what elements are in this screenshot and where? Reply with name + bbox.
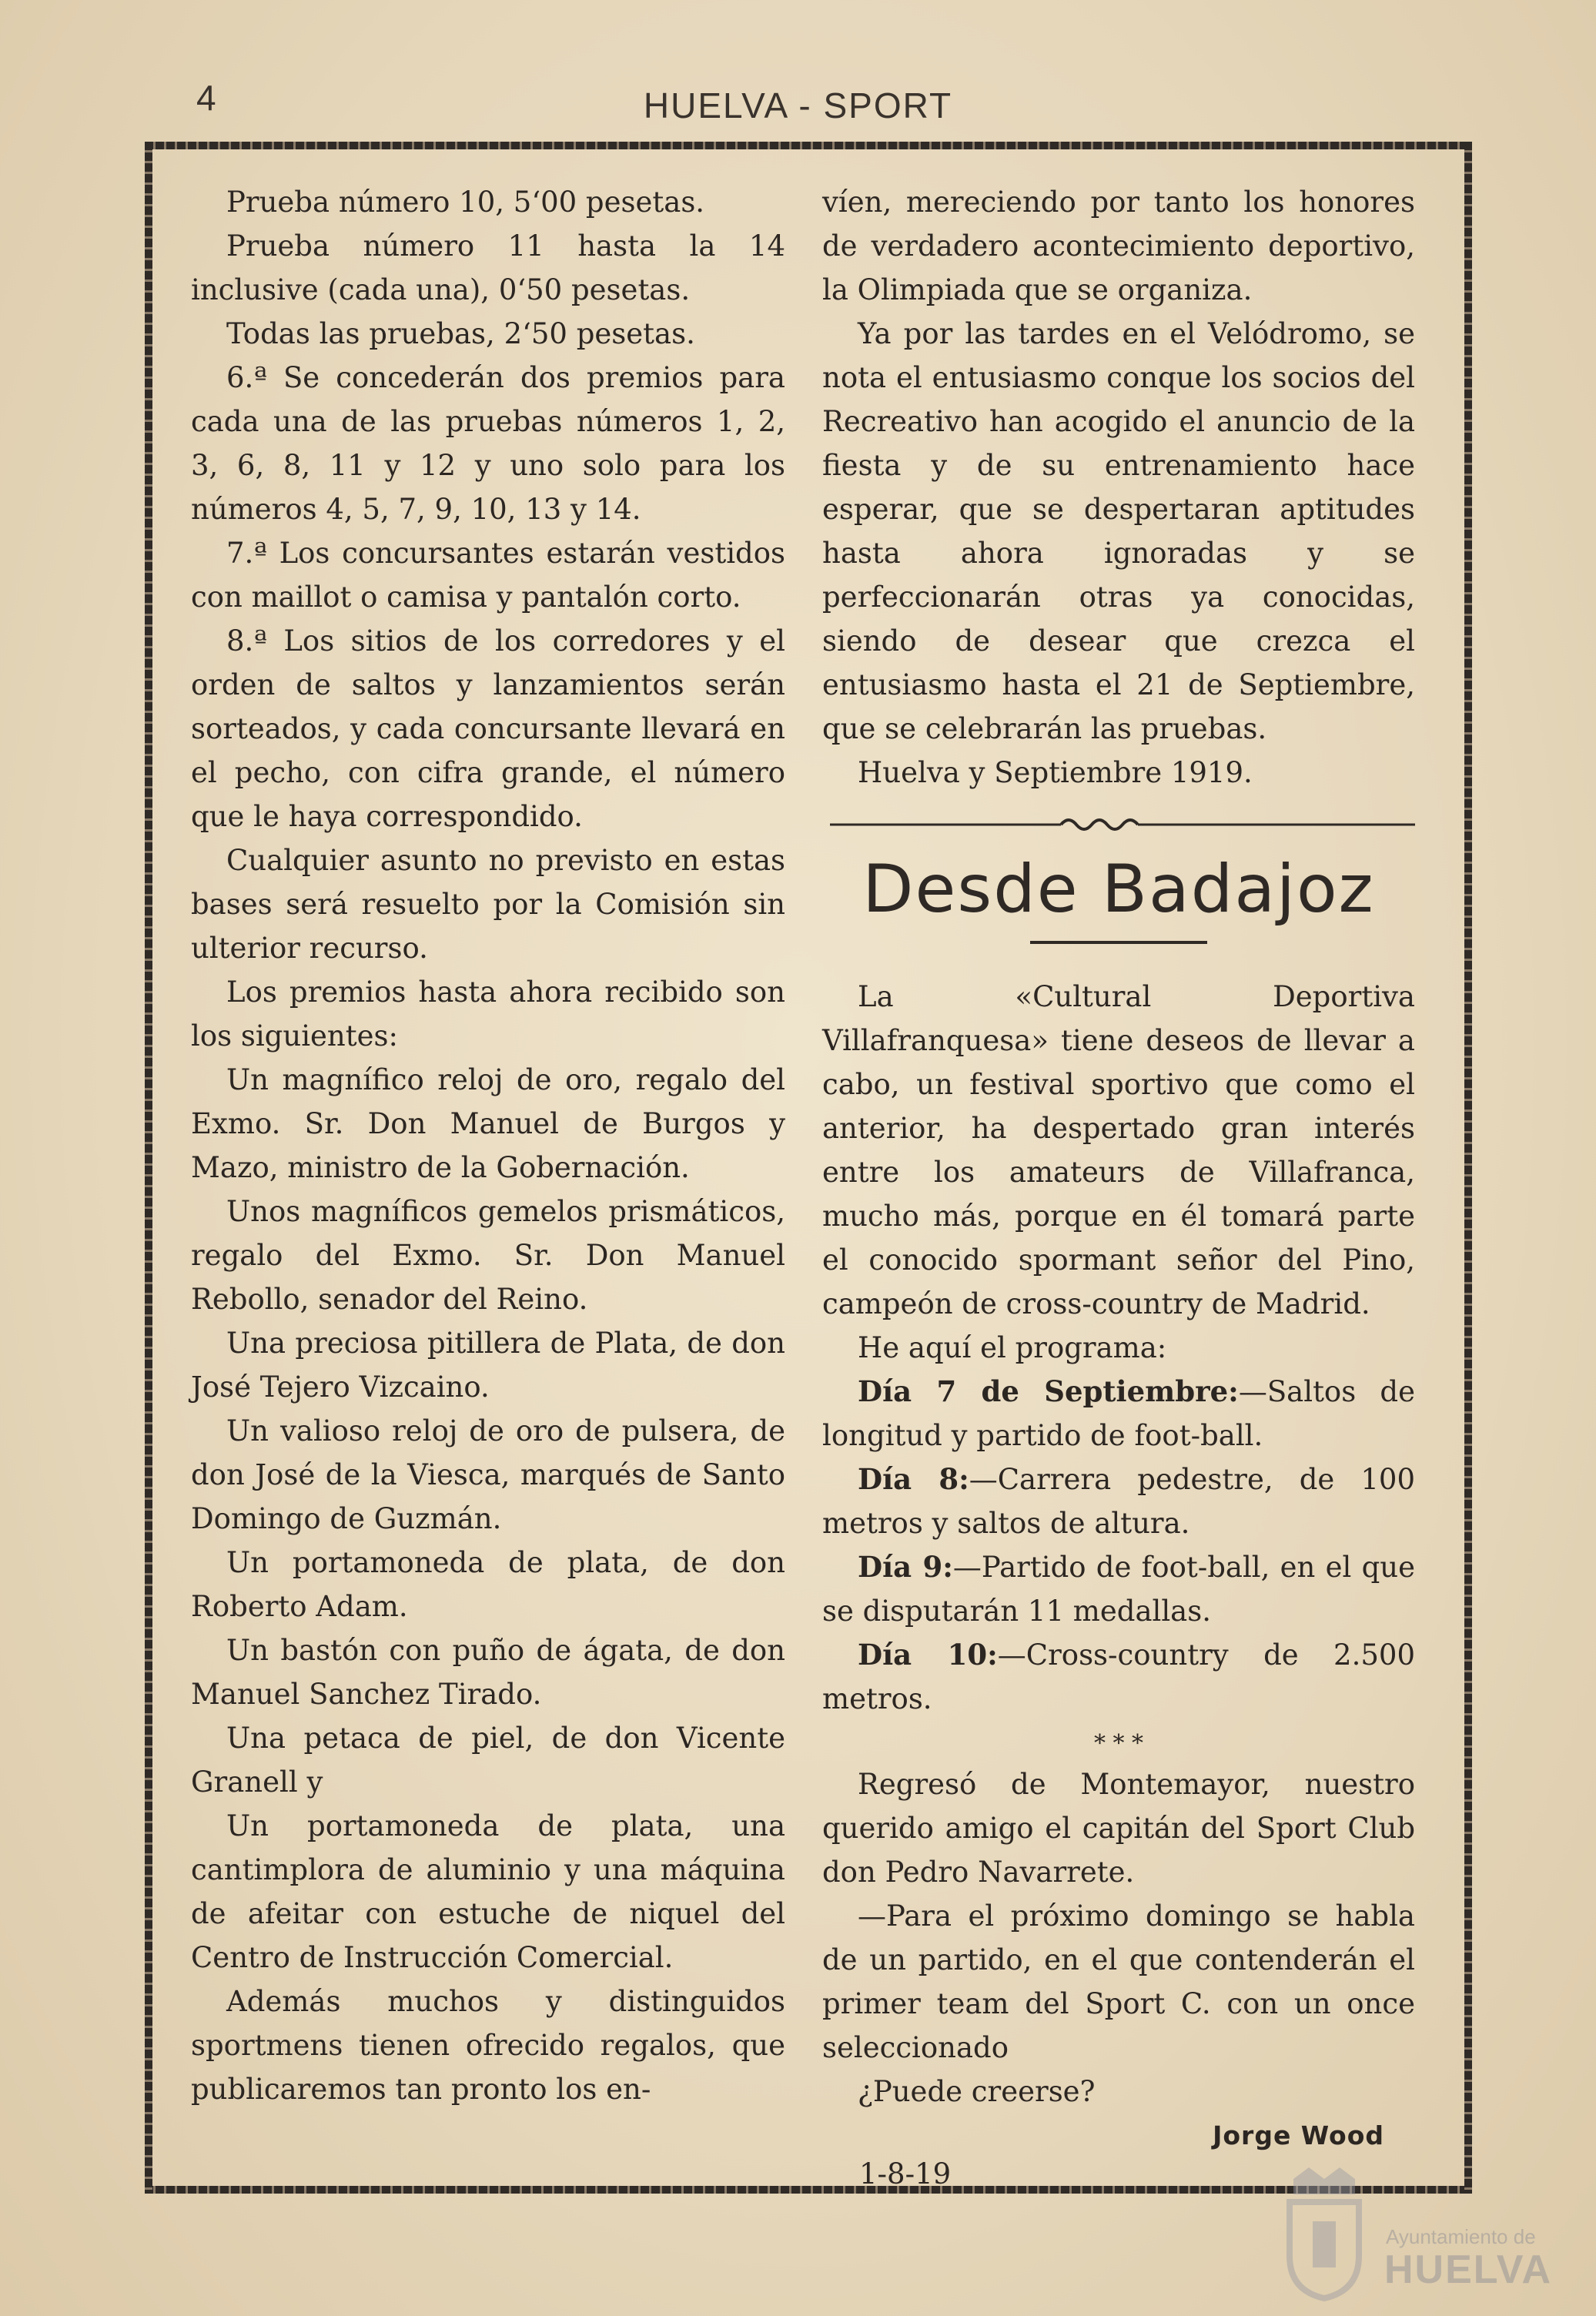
- program-text: —Partido de foot-ball, en el que se disputarán 11 medallas.: [822, 1551, 1415, 1628]
- frame-border-left: [145, 142, 152, 2194]
- archive-watermark: [1278, 2156, 1571, 2310]
- section-title: Desde Badajoz: [862, 851, 1375, 928]
- program-day: Día 8:: [858, 1462, 969, 1496]
- paragraph: La «Cultural Deportiva Villafranquesa» tiene deseos de llevar a cabo, un festival sportivo que como el anterior, ha despertado gran interés entre los amateurs de Villafranca, mucho más, porque en él tomará parte el conocido spormant señor del Pino, campeón de cross-country de Madrid.: [822, 980, 1415, 1320]
- paragraph: Todas las pruebas, 2‘50 pesetas.: [226, 317, 695, 350]
- paragraph: Los premios hasta ahora recibido son los siguientes:: [191, 976, 785, 1053]
- frame-border-right: [1464, 142, 1472, 2194]
- frame-border-top: [145, 142, 1472, 149]
- paragraph: Un bastón con puño de ágata, de don Manuel Sanchez Tirado.: [191, 1634, 785, 1711]
- left-column: [191, 180, 785, 2111]
- paragraph: —Para el próximo domingo se habla de un partido, en el que contenderán el primer team del Sport C. con un once seleccionado: [822, 1899, 1415, 2064]
- paragraph: Un portamoneda de plata, una cantimplora de aluminio y una máquina de afeitar con estuche de niquel del Centro de Instrucción Comercial.: [191, 1809, 785, 1974]
- program-item: [822, 1633, 1415, 1721]
- program-day: Día 10:: [858, 1638, 998, 1672]
- paragraph: Prueba número 10, 5‘00 pesetas.: [226, 186, 705, 219]
- place-date: Huelva y Septiembre 1919.: [858, 756, 1253, 789]
- paragraph: Un magnífico reloj de oro, regalo del Exmo. Sr. Don Manuel de Burgos y Mazo, ministro de la Gobernación.: [191, 1063, 785, 1184]
- paragraph: Cualquier asunto no previsto en estas bases será resuelto por la Comisión sin ulterior recurso.: [191, 844, 785, 965]
- page-number: 4: [196, 78, 216, 118]
- paragraph-continuation: víen, mereciendo por tanto los honores de verdadero acontecimiento deportivo, la Olimpiada que se organiza.: [822, 186, 1415, 306]
- program-text: —Carrera pedestre, de 100 metros y saltos de altura.: [822, 1463, 1415, 1540]
- program-item: [822, 1458, 1415, 1545]
- paragraph: 6.ª Se concederán dos premios para cada una de las pruebas números 1, 2, 3, 6, 8, 11 y 12 y uno solo para los números 4, 5, 7, 9, 10, 13 y 14.: [191, 361, 785, 526]
- paragraph: Ya por las tardes en el Velódromo, se nota el entusiasmo conque los socios del Recreativo han acogido el anuncio de la fiesta y de su entrenamiento hace esperar, que se despertaran aptitudes hasta ahora ignoradas y se perfeccionarán otras ya conocidas, siendo de desear que crezca el entusiasmo hasta el 21 de Septiembre, que se celebrarán las pruebas.: [822, 317, 1415, 745]
- title-rule: [1030, 941, 1207, 944]
- article-date: 1-8-19: [859, 2157, 952, 2190]
- page-frame: [145, 142, 1472, 2194]
- program-item: [822, 1370, 1415, 1458]
- coat-of-arms-icon: [1278, 2164, 1370, 2302]
- program-item: [822, 1545, 1415, 1633]
- author-signature: Jorge Wood: [1213, 2120, 1384, 2150]
- program-text: —Saltos de longitud y partido de foot-ball.: [822, 1375, 1415, 1452]
- program-day: Día 7 de Septiembre:: [858, 1374, 1239, 1408]
- paragraph: 8.ª Los sitios de los corredores y el orden de saltos y lanzamientos serán sorteados, y cada concursante llevará en el pecho, con cifra grande, el número que le haya correspondido.: [191, 624, 785, 833]
- paragraph: Un valioso reloj de oro de pulsera, de don José de la Viesca, marqués de Santo Domingo de Guzmán.: [191, 1414, 785, 1535]
- paragraph: Una preciosa pitillera de Plata, de don José Tejero Vizcaino.: [191, 1327, 785, 1404]
- paragraph: Un portamoneda de plata, de don Roberto Adam.: [191, 1546, 785, 1623]
- program-text: —Cross-country de 2.500 metros.: [822, 1638, 1415, 1715]
- paragraph: Una petaca de piel, de don Vicente Granell y: [191, 1722, 785, 1799]
- watermark-text: HUELVA: [1384, 2247, 1553, 2292]
- paragraph: Además muchos y distinguidos sportmens tienen ofrecido regalos, que publicaremos tan pronto los en-: [191, 1985, 785, 2106]
- paragraph: Regresó de Montemayor, nuestro querido amigo el capitán del Sport Club don Pedro Navarrete.: [822, 1768, 1415, 1889]
- watermark-text: Ayuntamiento de: [1386, 2225, 1536, 2248]
- program-intro: He aquí el programa:: [858, 1331, 1167, 1364]
- paragraph: Prueba número 11 hasta la 14 inclusive (cada una), 0‘50 pesetas.: [191, 229, 785, 306]
- asterism: * * *: [1093, 1730, 1144, 1757]
- right-column: [822, 180, 1415, 2206]
- ornamental-divider: [830, 816, 1415, 833]
- paragraph: Unos magníficos gemelos prismáticos, regalo del Exmo. Sr. Don Manuel Rebollo, senador del Reino.: [191, 1195, 785, 1316]
- paragraph: 7.ª Los concursantes estarán vestidos con maillot o camisa y pantalón corto.: [191, 537, 785, 614]
- program-day: Día 9:: [858, 1550, 953, 1584]
- paragraph: ¿Puede creerse?: [858, 2075, 1096, 2108]
- publication-title: HUELVA - SPORT: [643, 85, 953, 126]
